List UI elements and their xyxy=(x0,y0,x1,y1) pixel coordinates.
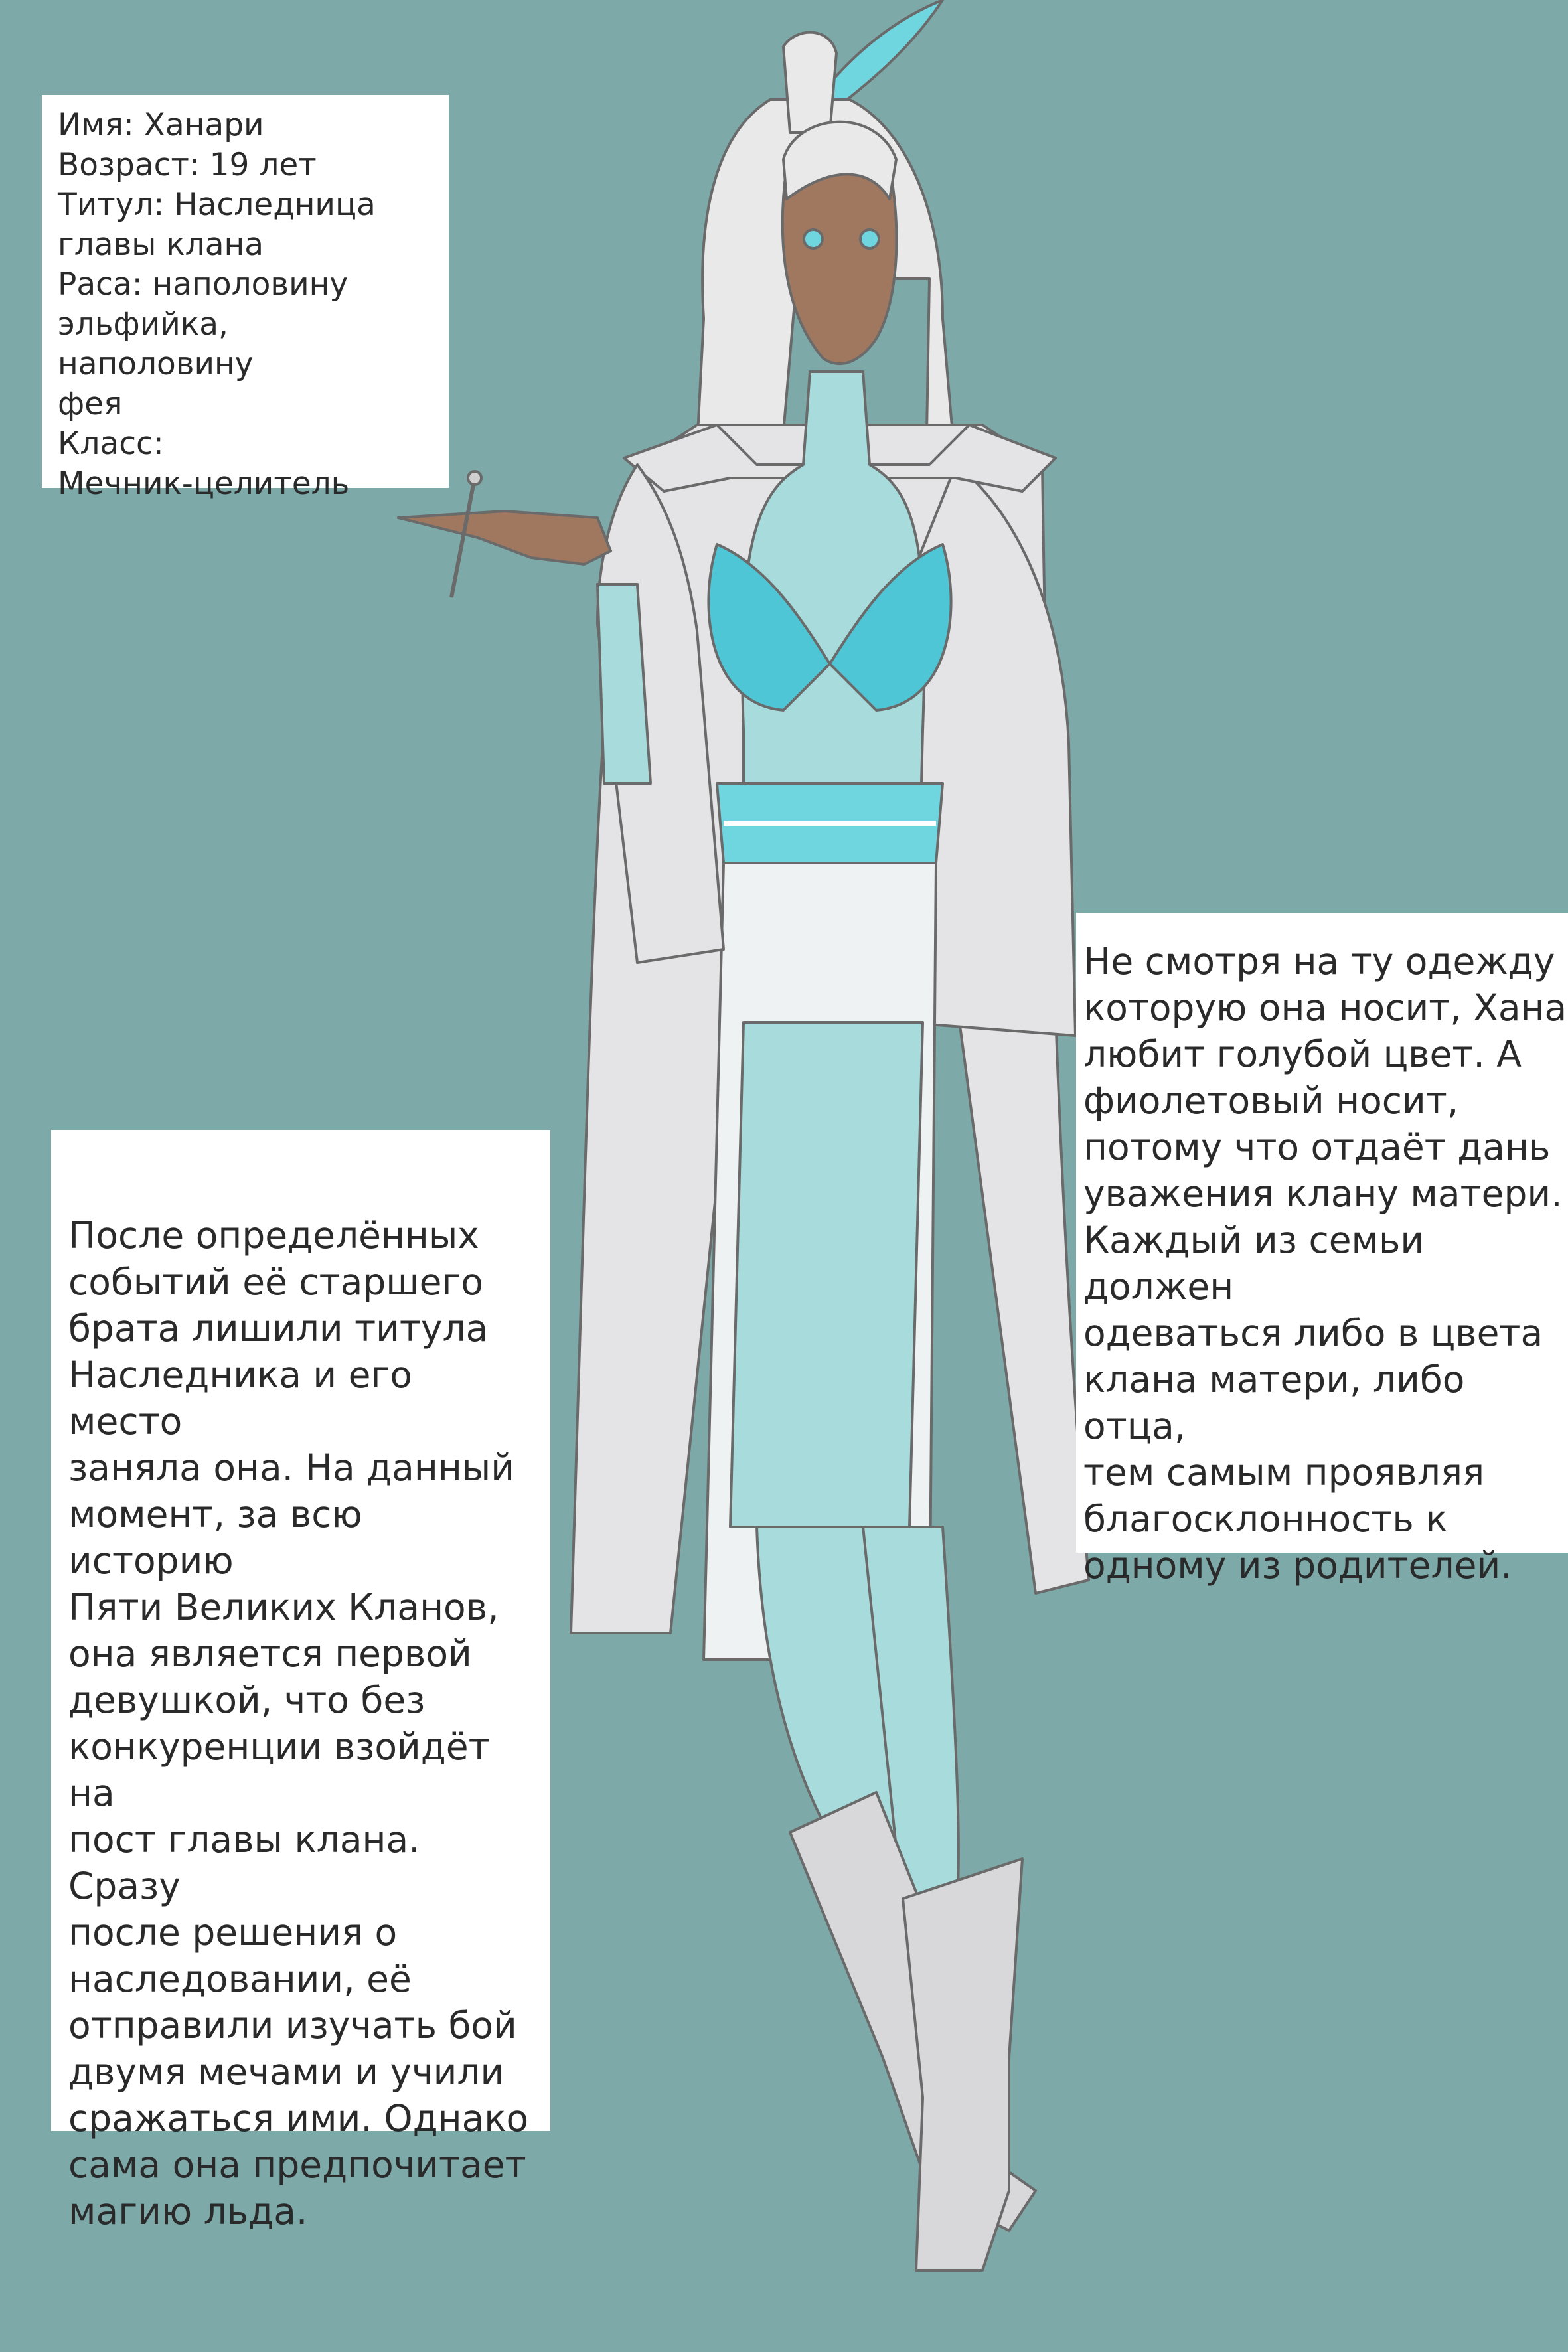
clothing-color-card xyxy=(1076,913,1568,1587)
face xyxy=(783,166,897,364)
right-boot xyxy=(903,1859,1022,2270)
backstory-card xyxy=(51,1130,550,2233)
info-title: Титул: Наследница главы клана xyxy=(58,187,376,263)
clothing-color-text: Не смотря на ту одежду которую она носит, Хана любит голубой цвет. А фиолетовый носит, потому что отдаёт дань уважения клану матери. Каждый из семьи должен одеваться либо в цвета клана матери, либо отца, тем самым проявляя благосклонность к одному из родителей. xyxy=(1083,940,1567,1587)
hand xyxy=(398,511,611,564)
character-info-card xyxy=(42,95,449,502)
backstory-text: После определённых событий её старшего брата лишили титула Наследника и его место заняла она. На данный момент, за всю историю Пяти Великих Кланов, она является первой девушкой, что без конкуренции взойдёт на пост главы клана. Сразу после решения о наследовании, её отправили изучать бой двумя мечами и учили сражаться ими. Однако сама она предпочитает магию льда. xyxy=(68,1214,529,2233)
info-class: Класс: Мечник-целитель xyxy=(58,426,350,502)
info-age: Возраст: 19 лет xyxy=(58,147,317,183)
info-race: Раса: наполовину эльфийка, наполовину фея xyxy=(58,266,349,422)
info-name: Имя: Ханари xyxy=(58,107,264,143)
